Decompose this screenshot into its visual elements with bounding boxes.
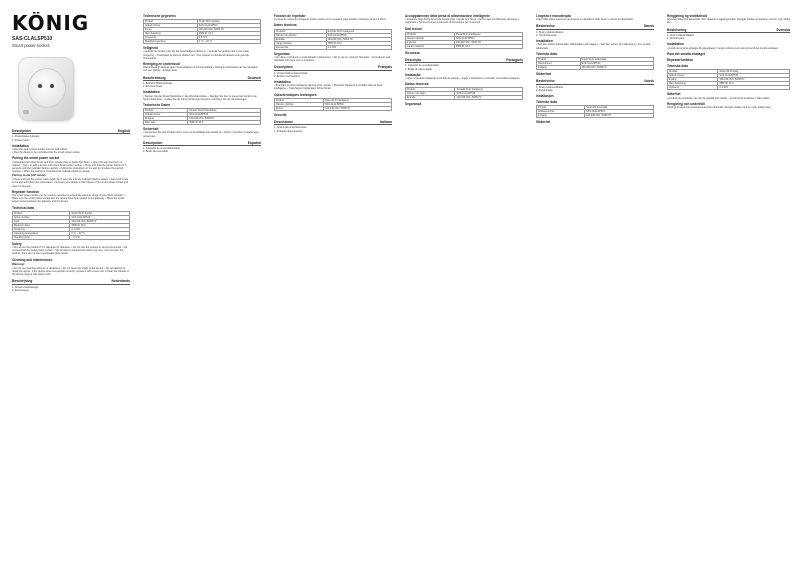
table-cell: 0 °C ~ 40 °C: [70, 231, 130, 235]
list-item: • Plug the device to be controlled into the smart power socket.: [12, 151, 81, 155]
table-row: [537, 114, 654, 118]
table-row: [406, 44, 523, 48]
table-cell: Max. Last: [144, 121, 188, 125]
table-cell: Número de artículo: [275, 33, 327, 37]
table-cell: Artikkelnummer: [537, 110, 585, 114]
table-cell: Produkt: [537, 58, 581, 62]
spec-table: [274, 98, 392, 111]
list-item: 1. Power/status indicator: [12, 135, 40, 139]
model-number: SAS-CLALSP510: [12, 36, 53, 42]
spec-table: [143, 19, 261, 44]
safety-text: • Gebruik het product niet als het beschadigd of defect is. • Gebruik het product niet in een natte omgeving. • Overbelast de slimme stekker niet. • Het product is uitsluitend bedoeld voor gebruik binnenshuis.: [143, 50, 249, 60]
section-title: Description: [274, 65, 293, 70]
section-language: Svenska: [776, 27, 790, 32]
section-title: Descrizione: [274, 120, 294, 125]
heading-safety: Segurança: [405, 102, 422, 107]
install-text: • Anslut det smarta eluttaget till vägguttaget. • Anslut enheten som ska styras till det smarta eluttaget.: [667, 46, 779, 50]
table-cell: Producto: [275, 29, 327, 33]
table-cell: Standby power: [13, 235, 70, 239]
heading-safety: Sicherheit: [143, 127, 159, 132]
list-item: 1. Strøm-/statusindikator: [536, 85, 564, 89]
table-cell: Smart Wi-Fi-kontakt: [585, 106, 654, 110]
spec-table: [274, 29, 392, 50]
table-cell: Produkt: [668, 70, 718, 74]
install-text: • Stecken Sie die Smart-Steckdose in die Wandsteckdose. • Stecken Sie das zu steuernde Gerät in die Smart-Steckdose. • Laden Sie die König Smart App herunter und folgen Sie den Anweisungen.: [143, 94, 257, 101]
section-language: Português: [506, 58, 523, 63]
safety-text: • Använd inte produkten om den är skadad eller defekt. • Använd inte produkten i våta miljöer.: [667, 96, 771, 100]
section-language: Nederlands: [111, 279, 130, 284]
column-3: [274, 12, 392, 560]
table-cell: Operating temperature: [13, 231, 70, 235]
section-header-danish: [536, 24, 654, 29]
heading-installation: Installasjon: [536, 94, 554, 99]
heading-installation: Installation: [536, 39, 553, 44]
table-cell: Smart Wi-Fi stekker: [197, 20, 260, 24]
cleaning-text: Varning! Använd inte lösningsmedel eller slipmedel. Rengör utsidan med en mjuk, fuktig trasa.: [667, 106, 771, 110]
table-cell: SAS-CLALSP510: [324, 102, 392, 106]
list-item: 2. Power button: [12, 138, 30, 142]
table-row: [144, 40, 261, 44]
spec-table: [405, 87, 523, 100]
safety-text: • Verwenden Sie das Produkt nicht, wenn es beschädigt oder defekt ist. • Nicht in feuchten Umgebungen verwenden.: [143, 131, 259, 138]
table-cell: 3680 W, 16 A: [188, 121, 261, 125]
heading-technical-data: Caractéristiques techniques: [274, 92, 317, 97]
heading-technical-data: Tekniske data: [536, 51, 557, 56]
table-cell: Inngang: [537, 114, 585, 118]
list-item: 2. Ein-/Aus-Taste: [143, 85, 163, 89]
list-item: 1. Voyant d'alimentation/d'état: [274, 71, 308, 75]
section-title: Beskrivelse: [536, 79, 555, 84]
table-cell: Prodotto: [406, 32, 455, 36]
table-cell: 3680 W, 16 A: [454, 44, 522, 48]
section-language: Deutsch: [247, 75, 261, 80]
repeater-text: La toma de corriente inteligente puede usarse como repetidor para ampliar el alcance de la red Wi-Fi.: [274, 18, 387, 22]
table-cell: 100-240 VAC, 50/60 Hz: [197, 28, 260, 32]
table-cell: SAS-CLALSP510: [188, 113, 261, 117]
table-cell: Eingang: [144, 117, 188, 121]
section-title: Descripción: [143, 140, 163, 145]
warning-label: Warning!: [12, 261, 25, 266]
table-cell: Ingresso: [406, 40, 455, 44]
table-cell: Invoer: [144, 28, 198, 32]
list-item: 1. Strøm-/statusindikator: [536, 30, 564, 34]
section-header-italian: [274, 120, 392, 125]
list-item: 1. Betriebs-/Statusanzeige: [143, 82, 173, 86]
list-item: 1. Indicador de encendido/estado: [143, 147, 180, 151]
heading-safety: Sikkerhet: [536, 120, 551, 125]
section-title: Beschrijving: [12, 279, 33, 284]
heading-cleaning: Rengjøring og vedlikehold: [667, 14, 708, 18]
heading-installation: Installation: [143, 90, 160, 95]
product-name: Smart power socket: [12, 43, 50, 48]
table-cell: Número de artigo: [406, 92, 455, 96]
table-cell: Smarte WLAN-Steckdose: [188, 109, 261, 113]
table-row: [668, 86, 790, 90]
table-cell: 3680 W, 16 A: [197, 32, 260, 36]
repeater-text: The smart power socket can be used as repeater to extend the wireless range of your Wi-Fi network. • Make sure the smart power socket and the device have been paired to the gateway. • Place the smart power socket between the gateway and the device.: [12, 194, 125, 204]
power-button-graphic: [23, 110, 29, 114]
heading-pairing: Accoppiamento della presa di alimentazione intelligente: [405, 14, 490, 18]
table-cell: Artikelnummer: [144, 24, 198, 28]
section-title: Beskrivning: [667, 27, 687, 32]
heading-installation: Installation: [12, 143, 29, 148]
heading-repeater: Función de repetidor: [274, 14, 306, 18]
table-cell: Input: [13, 219, 70, 223]
pairing-text: • Download the König Smart app from Google Play or Apple App Store. • Open the app and log in or register. • Tap + to add a device and select Smart power socket. • Press and hold the power button for 5 seconds until the indicator flashes quickly. • Follow the instructions in the app to complete the pairing process. • When the pairing is completed the indicator lights up steady.: [12, 160, 127, 174]
table-cell: Frequentie: [144, 36, 198, 40]
heading-technical-data: Datos técnicos: [274, 23, 297, 28]
section-header-german: [143, 76, 261, 81]
list-item: 1. Ström-/statusindikator: [667, 34, 695, 38]
pairing-text: • Scaricare l'app König Smart da Google Play o Apple App Store. • Aprire l'app ed effettuare l'accesso o registrarsi. • Tenere premuto il pulsante di accensione per 5 secondi.: [405, 18, 520, 25]
heading-pairing: Pairing the smart power socket: [12, 156, 60, 161]
spec-table: [12, 211, 130, 240]
list-item: 2. Tænd/sluk-knap: [536, 34, 557, 38]
heading-safety: Sécurité: [274, 112, 287, 117]
brand-logo: KÖNIG: [12, 12, 90, 35]
section-header-english: [12, 129, 130, 134]
heading-technical-data: Tekniske data: [536, 100, 557, 105]
list-item: 1. Indicador de energia/estado: [405, 64, 439, 68]
table-cell: 100-240 VAC, 50/60 Hz: [455, 96, 523, 100]
heading-repeater: Repeater function: [12, 189, 40, 194]
heading-cleaning: Cleaning and maintenance: [12, 257, 53, 262]
table-cell: 100-240 VAC, 50/60 Hz: [454, 40, 522, 44]
product-photo: [18, 57, 74, 121]
table-cell: 2.4 GHz: [70, 227, 130, 231]
spec-table: [536, 57, 654, 70]
table-cell: 100-240 VAC, 50/60 Hz: [324, 106, 392, 110]
table-cell: SAS-CLALSP510: [197, 24, 260, 28]
table-cell: Maximum load: [13, 223, 70, 227]
section-header-dutch: [12, 279, 130, 284]
table-cell: 100-240 VAC, 50/60 Hz: [718, 78, 790, 82]
table-row: [275, 106, 392, 110]
table-cell: 2,4 GHz: [326, 45, 391, 49]
table-cell: Entrada: [275, 37, 327, 41]
table-cell: 3680 W, 16 A: [326, 41, 391, 45]
table-cell: Product: [13, 211, 70, 215]
table-cell: Ingång: [668, 78, 718, 82]
table-row: [275, 45, 392, 49]
table-cell: Produkt: [144, 109, 188, 113]
heading-pairing: Para det smarta eluttaget: [667, 51, 706, 56]
table-cell: Carga máxima: [275, 41, 327, 45]
heading-cleaning: Rengöring och underhåll: [667, 101, 705, 106]
cleaning-text: Advarsel! Ikke bruk løsemidler eller slipende rengjøringsmidler. Rengjør utsiden av enheten med en myk, fuktig klut.: [667, 18, 790, 25]
table-cell: Produto: [406, 88, 455, 92]
table-cell: Prise Wi-Fi intelligente: [324, 98, 392, 102]
table-cell: Produit: [275, 98, 324, 102]
list-item: • Plug the smart power socket into the wall socket.: [12, 148, 68, 152]
heading-safety: Säkerhet: [667, 92, 681, 97]
column-1: [12, 12, 130, 560]
heading-repeater: Repeaterfunktion: [667, 58, 694, 63]
list-item: 2. Pulsante di accensione: [274, 129, 303, 133]
table-cell: 100-240 VAC, 50/60 Hz: [585, 114, 654, 118]
table-cell: Frekvens: [668, 86, 718, 90]
table-cell: Article number: [13, 215, 70, 219]
heading-cleaning: Limpeza e manutenção: [536, 14, 572, 18]
table-cell: Entrée: [275, 106, 324, 110]
list-item: 2. Strömbrytare: [667, 37, 685, 41]
table-cell: SAS-CLALSP510: [454, 36, 522, 40]
table-cell: Entrada: [406, 96, 455, 100]
section-language: Italiano: [380, 120, 392, 125]
cleaning-text: • Do not use cleaning solvents or abrasives. • Do not clean the inside of the device. • Do not attempt to repair the device. If the device does not operate correctly, replace it with a new unit. • Clean the outside of the device using a soft, damp cloth.: [12, 266, 129, 277]
table-cell: Artikelnummer: [144, 113, 188, 117]
heading-cleaning: Reiniging en onderhoud: [143, 62, 180, 67]
table-cell: Enchufe Wi-Fi inteligente: [326, 29, 391, 33]
table-cell: 3680 W, 16 A: [718, 82, 790, 86]
section-title: Beskrivelse: [536, 24, 555, 29]
column-6: [667, 12, 790, 560]
section-header-portuguese: [405, 58, 523, 63]
table-cell: SAS-CLALSP510: [580, 62, 653, 66]
spec-table: [405, 32, 523, 49]
heading-technical-data: Technische Daten: [143, 103, 171, 108]
table-cell: Indgang: [537, 66, 581, 70]
section-language: Français: [378, 65, 392, 70]
heading-technical-data: Dados técnicos: [405, 82, 429, 87]
table-cell: Frequency: [13, 227, 70, 231]
table-cell: 2,4 GHz: [197, 36, 260, 40]
table-cell: 100-240 VAC, 50/60 Hz: [580, 66, 653, 70]
spec-table: [667, 69, 790, 90]
section-header-french: [274, 65, 392, 70]
section-title: Descrição: [405, 58, 422, 63]
cleaning-text: Waarschuwing! Gebruik geen oplosmiddelen of schuurmiddelen. Reinig de buitenkant van het apparaat met een zachte, vochtige doek.: [143, 66, 258, 73]
table-cell: < 0.5 W: [70, 235, 130, 239]
list-item: 2. Bouton marche/arrêt: [274, 74, 300, 78]
table-cell: Varenummer: [537, 62, 581, 66]
install-text: • Ligue a tomada inteligente à tomada de parede. • Ligue o dispositivo a controlar na tomada inteligente.: [405, 77, 521, 81]
list-item: 2. Botão de alimentação: [405, 67, 432, 71]
table-cell: SAS-CLALSP510: [585, 110, 654, 114]
table-cell: 3680 W, 16 A: [70, 223, 130, 227]
table-row: [537, 66, 654, 70]
column-5: [536, 12, 654, 560]
heading-installation: Instalação: [405, 72, 421, 77]
table-cell: 2,4 GHz: [718, 86, 790, 90]
heading-technical-data: Technical data: [12, 205, 34, 210]
socket-face: [28, 68, 66, 108]
list-item: 1. Spia di alimentazione/stato: [274, 126, 307, 130]
table-cell: Produkt: [537, 106, 585, 110]
table-cell: SAS-CLALSP510: [718, 74, 790, 78]
table-row: [144, 121, 261, 125]
safety-text: • Do not use the product if it is damaged or defective. • Do not use the product in wet environments. • Do not overload the smart power socket. • The product is intended for indoor use only. • Do not open the product; there are no user-serviceable parts inside.: [12, 246, 128, 256]
table-cell: Product: [144, 20, 198, 24]
table-cell: Presa Wi-Fi intelligente: [454, 32, 522, 36]
heading-safety: Sikkerhed: [536, 72, 552, 77]
section-language: Dansk: [643, 24, 654, 29]
table-cell: Max. belastning: [668, 82, 718, 86]
table-cell: Numéro d'article: [275, 102, 324, 106]
table-cell: Smart Wi-Fi-stikkontakt: [580, 58, 653, 62]
table-cell: SAS-CLALSP510: [326, 33, 391, 37]
install-text: • Branchez la prise intelligente dans la prise murale. • Branchez l'appareil à contrôler dans la prise intelligente. • Téléchargez l'application König Smart.: [274, 84, 383, 91]
heading-installation: Installation: [274, 80, 291, 85]
list-item: 2. Aan/uit-knop: [12, 288, 29, 292]
cleaning-text: Aviso! Não utilize solventes de limpeza ou abrasivos. Não limpe o interior do dispositivo.: [536, 18, 634, 22]
section-language: Español: [247, 140, 261, 145]
table-cell: Numero articolo: [406, 36, 455, 40]
column-2: [143, 12, 261, 560]
section-language: English: [117, 129, 130, 133]
list-item: 2. Av/på-knapp: [536, 88, 553, 92]
section-title: Description: [12, 129, 31, 133]
install-text: • Sæt den smarte stikkontakt i stikkontakten på væggen. • Sæt den enhed, der skal styres, i den smarte stikkontakt.: [536, 43, 651, 50]
table-cell: SAS-CLALSP510: [455, 92, 523, 96]
socket-hole-left: [38, 84, 42, 88]
table-cell: Artikelnummer: [668, 74, 718, 78]
table-cell: 100-240 VAC, 50/60 Hz: [188, 117, 261, 121]
safety-text: • No utilice el producto si está dañado o defectuoso. • No lo use en entornos húmedos. • El producto está diseñado solo para uso en interiores.: [274, 55, 391, 63]
section-header-spanish: [143, 141, 261, 146]
list-item: 1. Stroom-/statuslampje: [12, 285, 39, 289]
table-cell: 100-240 VAC, 50/60 Hz: [326, 37, 391, 41]
table-cell: 100-240 VAC, 50/60 Hz: [70, 219, 130, 223]
heading-safety: Veiligheid: [143, 46, 158, 51]
heading-technical-data: Dati tecnici: [405, 26, 423, 31]
section-language: Norsk: [644, 79, 654, 84]
list-item: 2. Botón de encendido: [143, 150, 169, 154]
ap-mode-text: • Press and hold the power button again for 5 seconds until the indicator flashes slowly. • Select AP mode in the app and follow the instructions. • Connect your phone to the hotspot of the smart power socket and return to the app.: [12, 178, 129, 188]
table-cell: Tomada Wi-Fi inteligente: [455, 88, 523, 92]
heading-technical-data: Tekniska data: [667, 64, 688, 69]
table-cell: Carico massimo: [406, 44, 455, 48]
table-cell: Frecuencia: [275, 45, 327, 49]
table-cell: SAS-CLALSP510: [70, 215, 130, 219]
table-cell: Max. belasting: [144, 32, 198, 36]
table-cell: Smart Wi-Fi Socket: [70, 211, 130, 215]
heading-installation: Installation: [667, 42, 684, 47]
heading-ap-mode: Pairing mode (AP mode): [12, 173, 46, 178]
heading-safety: Seguridad: [274, 51, 290, 56]
table-cell: 0 °C ~ 40 °C: [197, 40, 260, 44]
socket-hole-right: [50, 84, 54, 88]
heading-technical-data: Technische gegevens: [143, 14, 176, 18]
table-cell: Smart Wi-Fi-uttag: [718, 70, 790, 74]
table-cell: Bedrijfstemperatuur: [144, 40, 198, 44]
column-4: [405, 12, 523, 560]
table-row: [406, 96, 523, 100]
heading-safety: Safety: [12, 241, 22, 246]
table-row: [13, 235, 130, 239]
section-title: Beschreibung: [143, 75, 166, 80]
section-header-swedish: [667, 28, 790, 33]
section-header-norwegian: [536, 79, 654, 84]
spec-table: [143, 108, 261, 125]
spec-table: [536, 105, 654, 118]
heading-safety: Sicurezza: [405, 50, 420, 55]
